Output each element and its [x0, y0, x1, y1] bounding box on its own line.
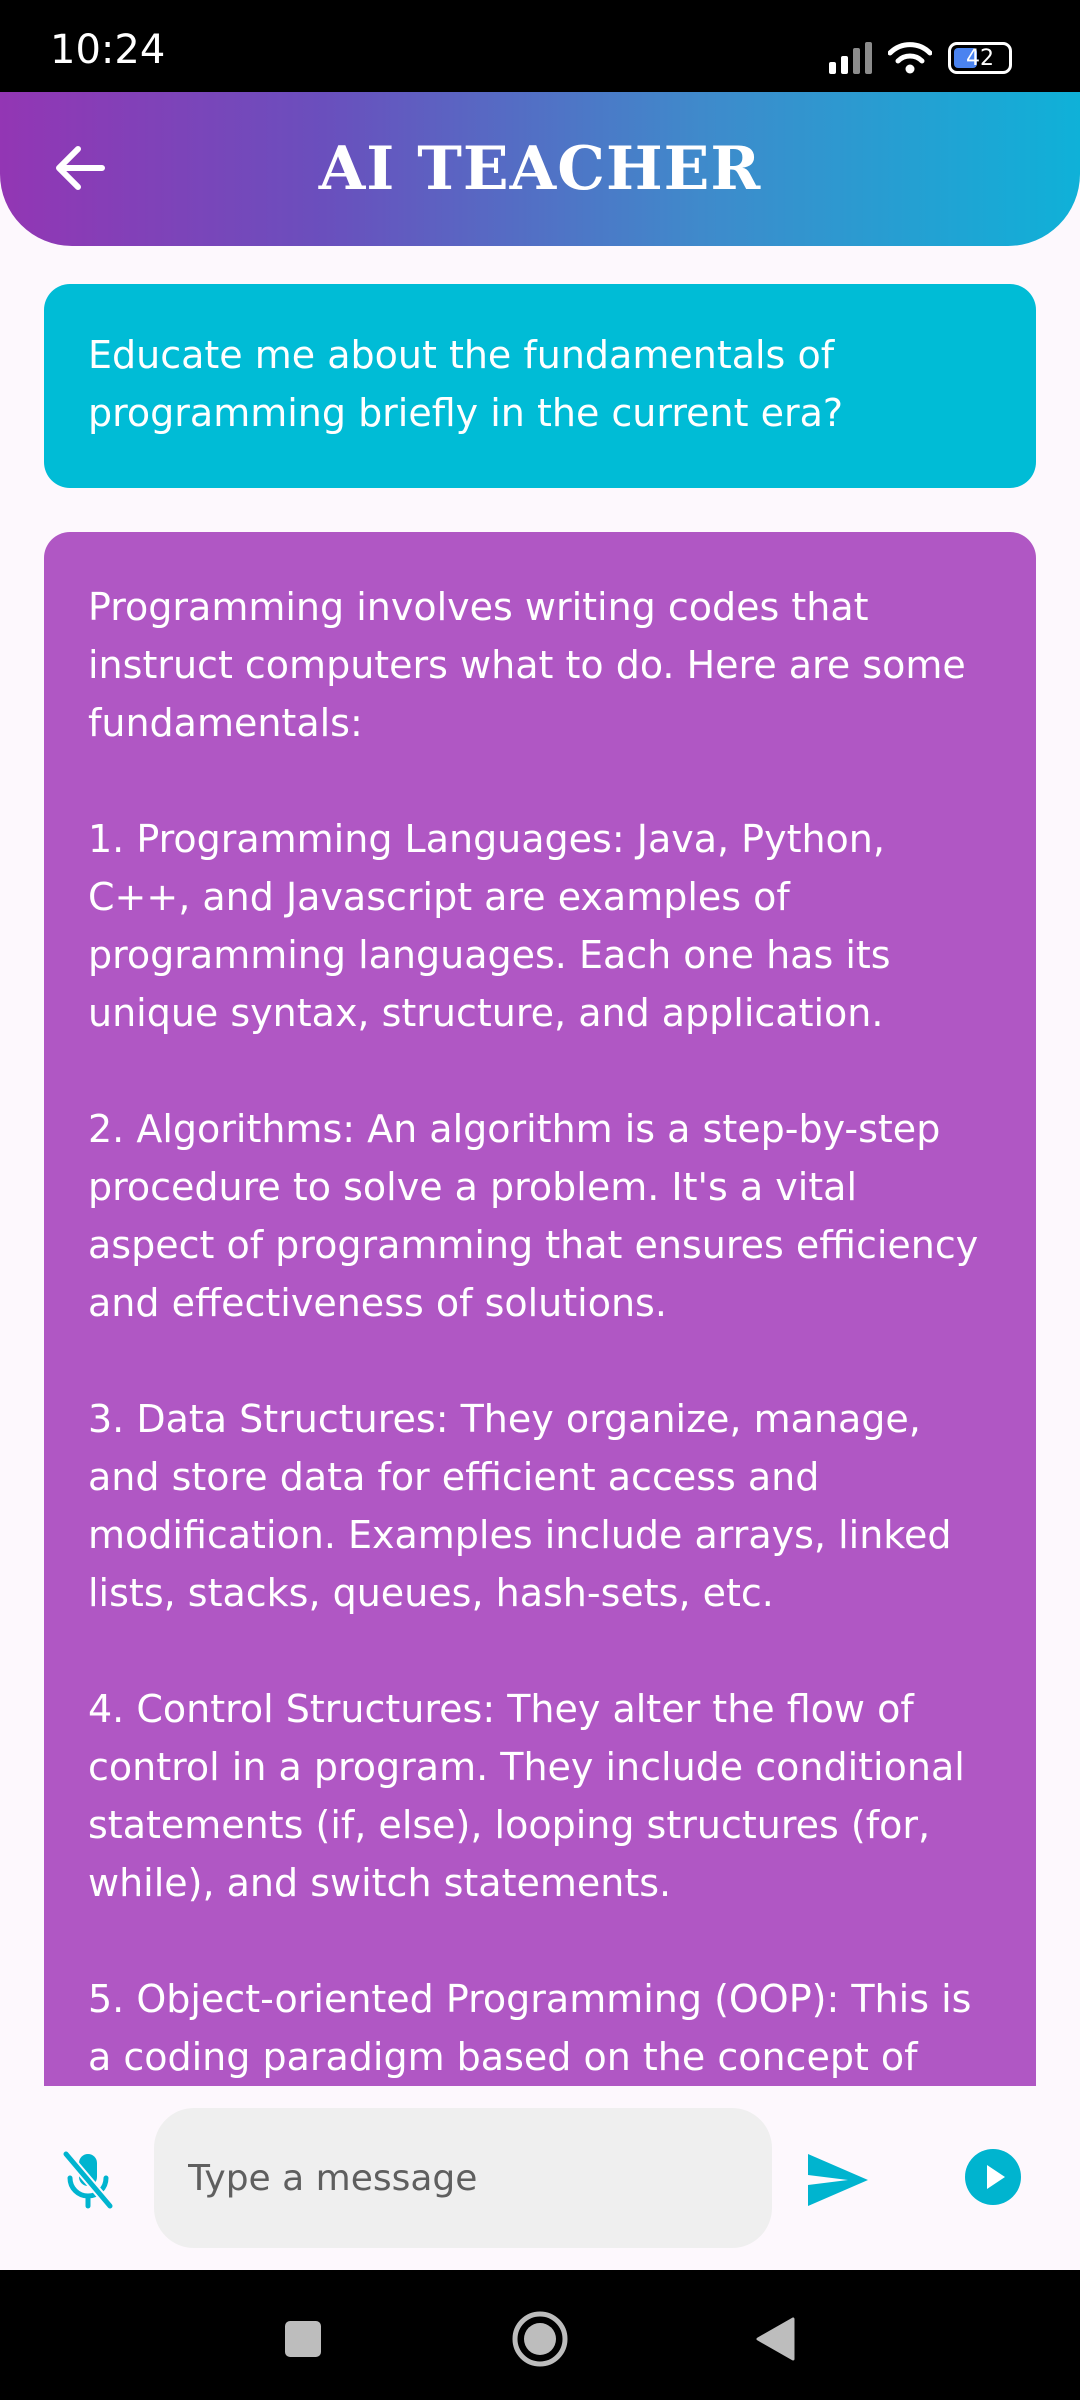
mic-button[interactable] — [50, 2142, 126, 2218]
home-circle-icon — [511, 2310, 569, 2368]
user-message-text: Educate me about the fundamentals of programming briefly in the current era? — [88, 333, 844, 435]
battery-percent: 42 — [966, 45, 994, 71]
ai-paragraph-5: 5. Object-oriented Programming (OOP): This is a coding paradigm based on the concept of — [88, 1977, 972, 2079]
system-nav-bar — [0, 2270, 1080, 2400]
nav-back-button[interactable] — [740, 2304, 810, 2374]
mic-off-icon — [62, 2150, 114, 2210]
wifi-icon — [888, 41, 932, 75]
app-bar — [0, 92, 1080, 246]
home-button[interactable] — [505, 2304, 575, 2374]
ai-paragraph-2: 2. Algorithms: An algorithm is a step-by-step procedure to solve a problem. It's a vital aspect of programming that ensures efficiency and effectiveness of solutions. — [88, 1107, 979, 1325]
user-message-bubble — [44, 284, 1036, 488]
ai-message-bubble — [44, 532, 1036, 2086]
recents-button[interactable] — [268, 2304, 338, 2374]
send-icon — [806, 2152, 870, 2208]
ai-paragraph-4: 4. Control Structures: They alter the flow of control in a program. They include conditional statements (if, else), looping structures (for, while), and switch statements. — [88, 1687, 965, 1905]
play-circle-icon — [964, 2148, 1022, 2206]
status-time: 10:24 — [50, 27, 166, 73]
play-button[interactable] — [958, 2142, 1028, 2212]
ai-paragraph-3: 3. Data Structures: They organize, manage, and store data for efficient access and modification. Examples include arrays, linked lists, stacks, queues, hash-sets, etc. — [88, 1397, 952, 1615]
battery-icon — [948, 42, 1012, 74]
app-title: AI TEACHER — [318, 134, 762, 204]
chat-area[interactable] — [0, 246, 1080, 2086]
recents-square-icon — [283, 2319, 323, 2359]
ai-paragraph-1: 1. Programming Languages: Java, Python, C++, and Javascript are examples of programming languages. Each one has its unique syntax, structure, and application. — [88, 817, 891, 1035]
status-icons — [829, 40, 1012, 76]
message-input[interactable] — [154, 2108, 772, 2248]
send-button[interactable] — [800, 2142, 876, 2218]
input-bar — [0, 2086, 1080, 2270]
ai-paragraph-intro: Programming involves writing codes that instruct computers what to do. Here are some fundamentals: — [88, 585, 966, 745]
status-bar — [0, 0, 1080, 92]
signal-icon — [829, 42, 872, 74]
back-triangle-icon — [753, 2315, 797, 2363]
